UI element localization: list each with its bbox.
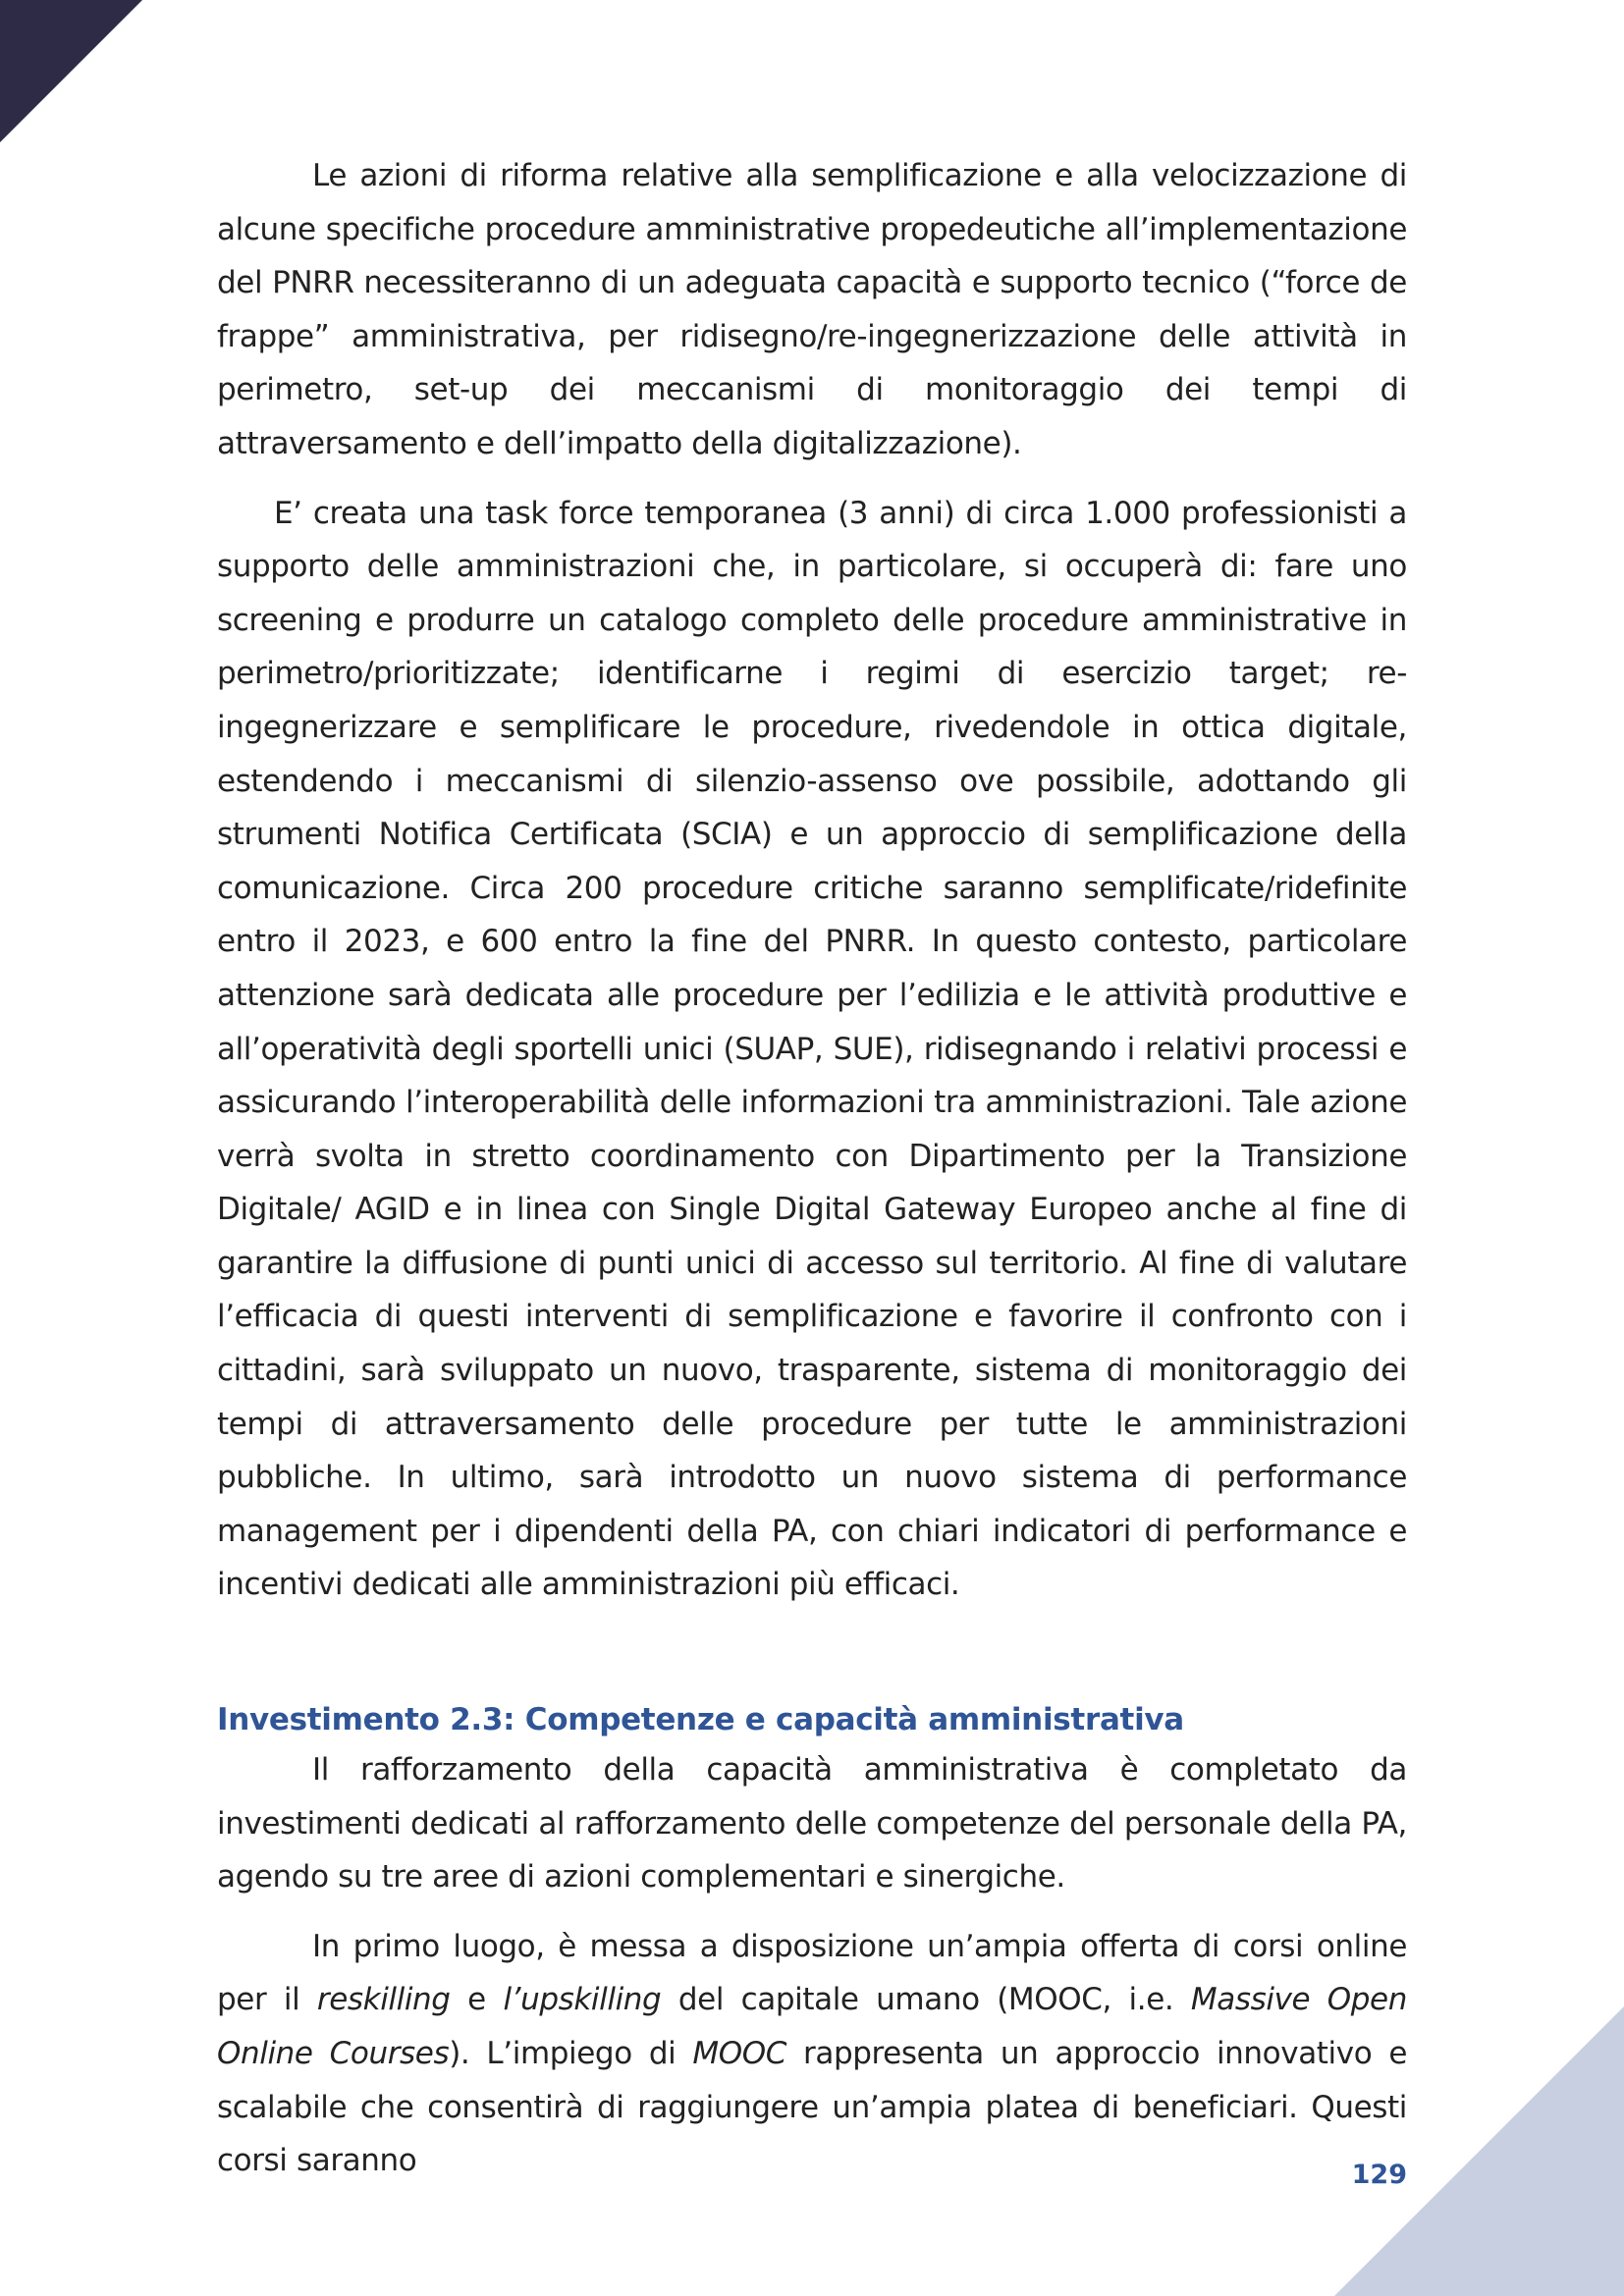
emphasis-reskilling: reskilling: [316, 1982, 451, 2018]
section-paragraph-1: Il rafforzamento della capacità amministrativa è completato da investimenti dedicati al rafforzamento delle competenze del personale della PA, agendo su tre aree di azioni complementari e sinergiche.: [217, 1752, 1407, 1896]
page-number: 129: [1351, 2160, 1407, 2190]
text-run: del capitale umano (MOOC, i.e.: [661, 1982, 1191, 2018]
top-left-corner-decoration: [0, 0, 142, 142]
text-run: ). L’impiego di: [449, 2036, 693, 2071]
body-paragraph-2: E’ creata una task force temporanea (3 anni) di circa 1.000 professionisti a supporto delle amministrazioni che, in particolare, si occuperà di: fare uno screening e produrre un catalogo completo delle procedure amministrative in perimetro/prioritizzate; identificarne i regimi di esercizio target; re-ingegnerizzare e semplificare le procedure, rivedendole in ottica digitale, estendendo i meccanismi di silenzio-assenso ove possibile, adottando gli strumenti Notifica Certificata (SCIA) e un approccio di semplificazione della comunicazione. Circa 200 procedure critiche saranno semplificate/ridefinite entro il 2023, e 600 entro la fine del PNRR. In questo contesto, particolare attenzione sarà dedicata alle procedure per l’edilizia e le attività produttive e all’operatività degli sportelli unici (SUAP, SUE), ridisegnando i relativi processi e assicurando l’interoperabilità delle informazioni tra amministrazioni. Tale azione verrà svolta in stretto coordinamento con Dipartimento per la Transizione Digitale/ AGID e in linea con Single Digital Gateway Europeo anche al fine di garantire la diffusione di punti unici di accesso sul territorio. Al fine di valutare l’efficacia di questi interventi di semplificazione e favorire il confronto con i cittadini, sarà sviluppato un nuovo, trasparente, sistema di monitoraggio dei tempi di attraversamento delle procedure per tutte le amministrazioni pubbliche. In ultimo, sarà introdotto un nuovo sistema di performance management per i dipendenti della PA, con chiari indicatori di performance e incentivi dedicati alle amministrazioni più efficaci.: [217, 495, 1407, 1603]
emphasis-mooc: MOOC: [692, 2036, 786, 2071]
section-paragraph-2: [217, 1920, 1407, 2188]
body-paragraph-1: Le azioni di riforma relative alla semplificazione e alla velocizzazione di alcune specifiche procedure amministrative propedeutiche all’implementazione del PNRR necessiteranno di un adeguata capacità e supporto tecnico (“force de frappe” amministrativa, per ridisegno/re-ingegnerizzazione delle attività in perimetro, set-up dei meccanismi di monitoraggio dei tempi di attraversamento e dell’impatto della digitalizzazione).: [217, 158, 1407, 461]
page-content: [217, 149, 1407, 2188]
text-run: In primo luogo, è messa a disposizione un’ampia offerta di corsi online per il: [217, 1928, 1407, 2018]
section-heading: Investimento 2.3: Competenze e capacità amministrativa: [217, 1702, 1184, 1738]
text-run: rappresenta un approccio innovativo e scalabile che consentirà di raggiungere un’ampia platea di beneficiari. Questi corsi saranno: [217, 2036, 1407, 2179]
text-run: e: [450, 1982, 504, 2018]
emphasis-upskilling: l’upskilling: [503, 1982, 662, 2018]
emphasis-mooc-full: Massive Open Online Courses: [217, 1982, 1407, 2071]
